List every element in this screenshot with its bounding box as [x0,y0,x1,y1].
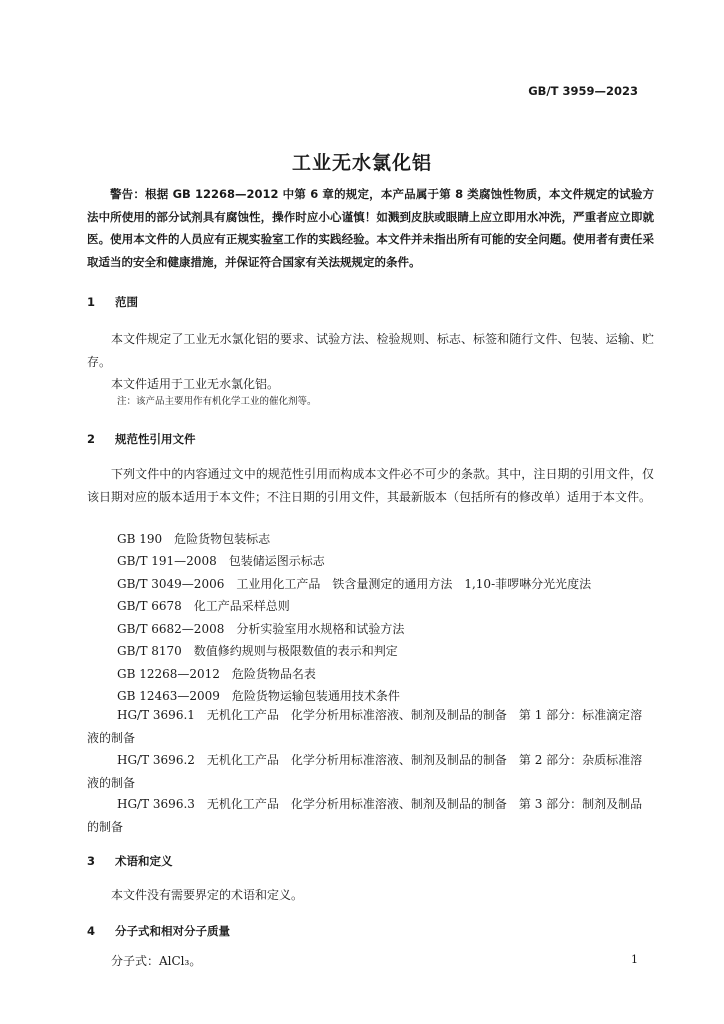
section-heading-terms [87,853,173,869]
scope-applicability: 本文件适用于工业无水氯化铝。 [111,377,280,391]
section-title: 规范性引用文件 [115,432,196,446]
scope-note: 注：该产品主要用作有机化学工业的催化剂等。 [117,396,317,407]
section-heading-scope [87,294,138,310]
section-number: 1 [87,295,96,309]
section-heading-normative [87,431,196,447]
section-number: 2 [87,432,96,446]
warning-paragraph: 警告：根据 GB 12268—2012 中第 6 章的规定，本产品属于第 8 类腐蚀性物质，本文件规定的试验方法中所使用的部分试剂具有腐蚀性，操作时应小心谨慎！如溅到皮肤或眼睛上应立即用水冲洗，严重者应立即就医。使用本文件的人员应有正规实验室工作的实践经验。本文件并未指出所有可能的安全问题。使用者有责任采取适当的安全和健康措施，并保证符合国家有关法规规定的条件。 [87,187,654,269]
reference-item: GB/T 8170 数值修约规则与极限数值的表示和判定 [117,644,398,658]
reference-item: GB 12268—2012 危险货物品名表 [117,667,316,681]
reference-item: GB/T 191—2008 包装储运图示标志 [117,554,325,568]
section-title: 术语和定义 [115,854,173,868]
section-heading-formula [87,923,230,939]
reference-item: GB/T 6682—2008 分析实验室用水规格和试验方法 [117,622,405,636]
reference-item: GB/T 3049—2006 工业用化工产品 铁含量测定的通用方法 1,10-菲啰啉分光光度法 [117,577,592,591]
document-title: 工业无水氯化铝 [291,152,432,174]
normative-intro: 下列文件中的内容通过文中的规范性引用而构成本文件必不可少的条款。其中，注日期的引用文件，仅该日期对应的版本适用于本文件；不注日期的引用文件，其最新版本（包括所有的修改单）适用于本文件。 [87,467,654,504]
terms-paragraph: 本文件没有需要界定的术语和定义。 [111,888,304,902]
section-title: 分子式和相对分子质量 [115,924,230,938]
scope-paragraph: 本文件规定了工业无水氯化铝的要求、试验方法、检验规则、标志、标签和随行文件、包装、运输、贮存。 [87,332,654,369]
reference-item-long: HG/T 3696.1 无机化工产品 化学分析用标准溶液、制剂及制品的制备 第 1 部分：标准滴定溶液的制备 [87,708,643,745]
page-number: 1 [631,953,638,966]
section-number: 3 [87,854,96,868]
reference-item: GB 190 危险货物包装标志 [117,532,271,546]
section-title: 范围 [115,295,138,309]
standard-code: GB/T 3959—2023 [528,84,638,98]
reference-item: GB/T 6678 化工产品采样总则 [117,599,290,613]
formula-paragraph: 分子式：AlCl₃。 [111,954,202,968]
reference-item: GB 12463—2009 危险货物运输包装通用技术条件 [117,689,400,703]
reference-item-long: HG/T 3696.3 无机化工产品 化学分析用标准溶液、制剂及制品的制备 第 3 部分：制剂及制品的制备 [87,797,643,834]
section-number: 4 [87,924,96,938]
reference-item-long: HG/T 3696.2 无机化工产品 化学分析用标准溶液、制剂及制品的制备 第 2 部分：杂质标准溶液的制备 [87,753,643,790]
